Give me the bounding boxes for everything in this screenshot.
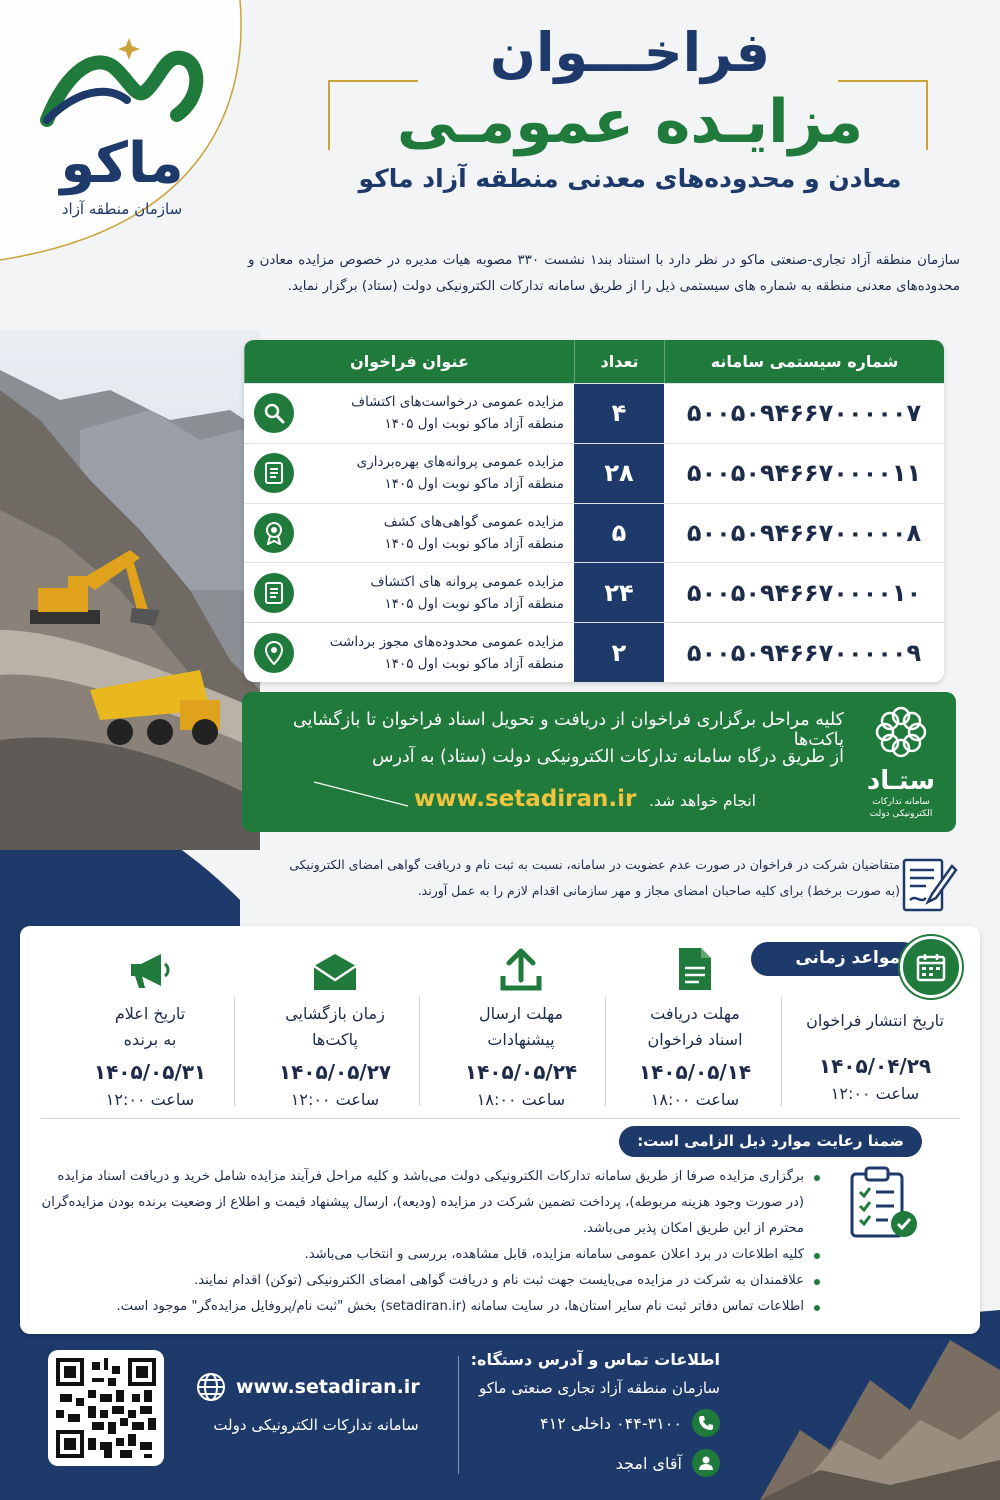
registration-note [240, 852, 900, 904]
deadline-date: ۱۴۰۵/۰۵/۳۱ [93, 1060, 207, 1084]
footer-mountain-illustration [760, 1320, 1000, 1500]
table-row [244, 622, 944, 682]
deadline-winner [65, 936, 235, 1109]
qr-code[interactable] [48, 1350, 164, 1466]
setad-logo [856, 704, 946, 820]
footer-website [196, 1372, 436, 1434]
decorative-line [312, 780, 412, 810]
setad-sub-2: الکترونیکی دولت [869, 809, 933, 819]
list-item: اطلاعات تماس دفاتر ثبت نام سایر استان‌ها، در سایت سامانه (setadiran.ir) بخش "ثبت نام/پروفایل مزایده‌گر" موجود است. [36, 1294, 820, 1320]
deadline-time: ساعت ۱۲:۰۰ [105, 1090, 195, 1109]
row-title-line-2: منطقه آزاد ماکو نوبت اول ۱۴۰۵ [384, 416, 564, 433]
setad-line-2: از طریق درگاه سامانه تدارکات الکترونیکی دولت (ستاد) به آدرس [372, 747, 844, 767]
row-title-line-1: مزایده عمومی درخواست‌های اکتشاف [351, 394, 564, 411]
deadline-date: ۱۴۰۵/۰۴/۲۹ [818, 1054, 932, 1078]
logo-org-text: سازمان منطقه آزاد [61, 200, 183, 218]
document-icon [254, 453, 294, 493]
location-pin-icon [254, 633, 294, 673]
row-title-line-2: منطقه آزاد ماکو نوبت اول ۱۴۰۵ [384, 476, 564, 493]
contact-phone-row [470, 1409, 720, 1437]
deadline-label: تاریخ اعلام به برنده [114, 1004, 186, 1049]
deadline-time: ساعت ۱۸:۰۰ [476, 1090, 566, 1109]
setad-emblem-icon [873, 704, 929, 760]
footer-divider [458, 1356, 459, 1474]
deadline-time: ساعت ۱۲:۰۰ [290, 1090, 380, 1109]
item-count: ۵ [574, 504, 664, 563]
file-icon [610, 936, 780, 992]
row-title [244, 623, 574, 682]
row-title-line-1: مزایده عمومی پروانه های اکتشاف [370, 573, 564, 590]
item-count: ۲۸ [574, 444, 664, 503]
deadline-label: زمان بازگشایی پاکت‌ها [285, 1004, 385, 1049]
requirements-list [36, 1164, 820, 1320]
table-row [244, 503, 944, 563]
mako-logo [22, 30, 222, 230]
contact-person: آقای امجد [615, 1453, 682, 1473]
deadline-documents [610, 936, 780, 1109]
deadline-label: تاریخ انتشار فراخوان [806, 1011, 944, 1030]
row-title-line-1: مزایده عمومی محدوده‌های مجوز برداشت [329, 633, 564, 650]
item-count: ۴ [574, 384, 664, 443]
system-number: ۵۰۰۵۰۹۴۶۶۷۰۰۰۰۰۷ [686, 399, 922, 428]
list-item: برگزاری مزایده صرفا از طریق سامانه تدارکات الکترونیکی دولت می‌باشد و کلیه مراحل فرآیند مزایده شامل خرید و دریافت اسناد مزایده (در صورت وجود هزینه مربوطه)، پرداخت تضمین شرکت در مزایده (ودیعه)، ارسال پیشنهاد قیمت و اطلاع از وضعیت برنده بودن مزایده‌گران محترم از این طریق امکان پذیر می‌باشد. [36, 1164, 820, 1242]
setad-line-3: انجام خواهد شد. [648, 792, 756, 810]
mako-mountain-logo-icon [37, 30, 207, 130]
contact-person-row [470, 1449, 720, 1477]
list-item: کلیه اطلاعات در برد اعلان عمومی سامانه مزایده، قابل مشاهده، بررسی و انتخاب می‌باشد. [36, 1242, 820, 1268]
system-number: ۵۰۰۵۰۹۴۶۶۷۰۰۰۰۱۱ [686, 459, 922, 488]
deadline-opening [250, 936, 420, 1109]
deadline-label: مهلت دریافت اسناد فراخوان [647, 1004, 743, 1049]
row-title [244, 384, 574, 443]
header-count: تعداد [574, 340, 664, 383]
setad-info-box [242, 692, 956, 832]
user-icon [692, 1449, 720, 1477]
title-block [320, 20, 940, 210]
qr-code-icon [56, 1358, 156, 1458]
table-row [244, 562, 944, 622]
deadline-label: مهلت ارسال پیشنهادات [478, 1004, 564, 1049]
deadline-date: ۱۴۰۵/۰۵/۲۷ [278, 1060, 392, 1084]
deadline-date: ۱۴۰۵/۰۵/۱۴ [638, 1060, 752, 1084]
deadline-date: ۱۴۰۵/۰۵/۲۴ [464, 1060, 578, 1084]
footer-contact [470, 1350, 720, 1477]
title-line-2: مزایـده عمومـی [396, 87, 864, 157]
envelope-icon [250, 936, 420, 992]
deadlines-badge: مواعد زمانی [751, 942, 920, 976]
setad-line-1: کلیه مراحل برگزاری فراخوان از دریافت و تحویل اسناد فراخوان تا بازگشایی پاکت‌ها [293, 710, 844, 750]
checklist-icon [844, 1164, 924, 1244]
setad-sub-1: سامانه تدارکات [872, 797, 930, 807]
document-icon [254, 573, 294, 613]
row-title [244, 444, 574, 503]
contact-heading: اطلاعات تماس و آدرس دستگاه: [470, 1350, 720, 1369]
system-number: ۵۰۰۵۰۹۴۶۶۷۰۰۰۰۰۹ [686, 638, 922, 667]
title-line-1: فراخـــوان [489, 21, 771, 84]
upload-icon [436, 936, 606, 992]
note-line-2: (به صورت برخط) برای کلیه صاحبان امضای مجاز و مهر سازمانی اقدام لازم را به عمل آورند. [417, 883, 900, 898]
row-title [244, 504, 574, 563]
intro-paragraph: سازمان منطقه آزاد تجاری-صنعتی ماکو در نظر دارد با استناد بند۱ نشست ۳۳۰ مصوبه هیات مدیره در خصوص مزایده معادن و محدوده‌های معدنی منطقه به شماره های سیستمی ذیل را از طریق سامانه تدارکات الکترونیکی دولت (ستاد) برگزار نماید. [248, 253, 960, 294]
row-title-line-2: منطقه آزاد ماکو نوبت اول ۱۴۰۵ [384, 595, 564, 612]
system-number: ۵۰۰۵۰۹۴۶۶۷۰۰۰۰۱۰ [686, 578, 922, 607]
note-line-1: متقاضیان شرکت در فراخوان در صورت عدم عضویت در سامانه، نسبت به ثبت نام و دریافت گواهی امضای الکترونیکی [289, 857, 900, 872]
requirements-badge: ضمنا رعایت موارد ذیل الزامی است: [619, 1126, 922, 1157]
system-number: ۵۰۰۵۰۹۴۶۶۷۰۰۰۰۰۸ [686, 518, 922, 547]
auction-table [244, 340, 944, 682]
deadline-time: ساعت ۱۸:۰۰ [650, 1090, 740, 1109]
item-count: ۲۴ [574, 563, 664, 622]
logo-brand-text: ماکو [60, 131, 184, 196]
contact-phone[interactable]: ۰۴۴-۳۱۰۰ داخلی ۴۱۲ [540, 1413, 682, 1433]
row-title-line-2: منطقه آزاد ماکو نوبت اول ۱۴۰۵ [384, 655, 564, 672]
signature-document-icon [898, 854, 960, 914]
header-title: عنوان فراخوان [244, 340, 574, 383]
deadline-proposals [436, 936, 606, 1109]
item-count: ۲ [574, 623, 664, 682]
section-divider [40, 1118, 960, 1119]
footer-url-caption: سامانه تدارکات الکترونیکی دولت [213, 1416, 419, 1434]
certificate-icon [254, 513, 294, 553]
deadline-publish [790, 986, 960, 1103]
row-title-line-1: مزایده عمومی گواهی‌های کشف [383, 513, 564, 530]
contact-org: سازمان منطقه آزاد تجاری صنعتی ماکو [478, 1379, 720, 1397]
table-header [244, 340, 944, 383]
row-title-line-1: مزایده عمومی پروانه‌های بهره‌برداری [356, 454, 564, 471]
subtitle: معادن و محدوده‌های معدنی منطقه آزاد ماکو [358, 164, 902, 193]
table-row [244, 443, 944, 503]
list-item: علاقمندان به شرکت در مزایده می‌بایست جهت ثبت نام و دریافت گواهی امضای الکترونیکی (توکن) اقدام نمایند. [36, 1268, 820, 1294]
footer-url-link[interactable]: www.setadiran.ir [236, 1376, 420, 1398]
footer-url-row [196, 1372, 436, 1402]
deadlines-panel [20, 926, 980, 1334]
column-divider [781, 996, 782, 1106]
row-title [244, 563, 574, 622]
deadline-time: ساعت ۱۲:۰۰ [830, 1084, 920, 1103]
setad-name: ستـاد [866, 766, 936, 796]
search-icon [254, 393, 294, 433]
header-number: شماره سیستمی سامانه [664, 340, 944, 383]
table-row [244, 383, 944, 443]
megaphone-icon [65, 936, 235, 992]
row-title-line-2: منطقه آزاد ماکو نوبت اول ۱۴۰۵ [384, 535, 564, 552]
mining-scene-illustration [0, 330, 260, 850]
phone-icon [692, 1409, 720, 1437]
setad-url-link[interactable]: www.setadiran.ir [414, 786, 637, 812]
globe-icon [196, 1372, 226, 1402]
